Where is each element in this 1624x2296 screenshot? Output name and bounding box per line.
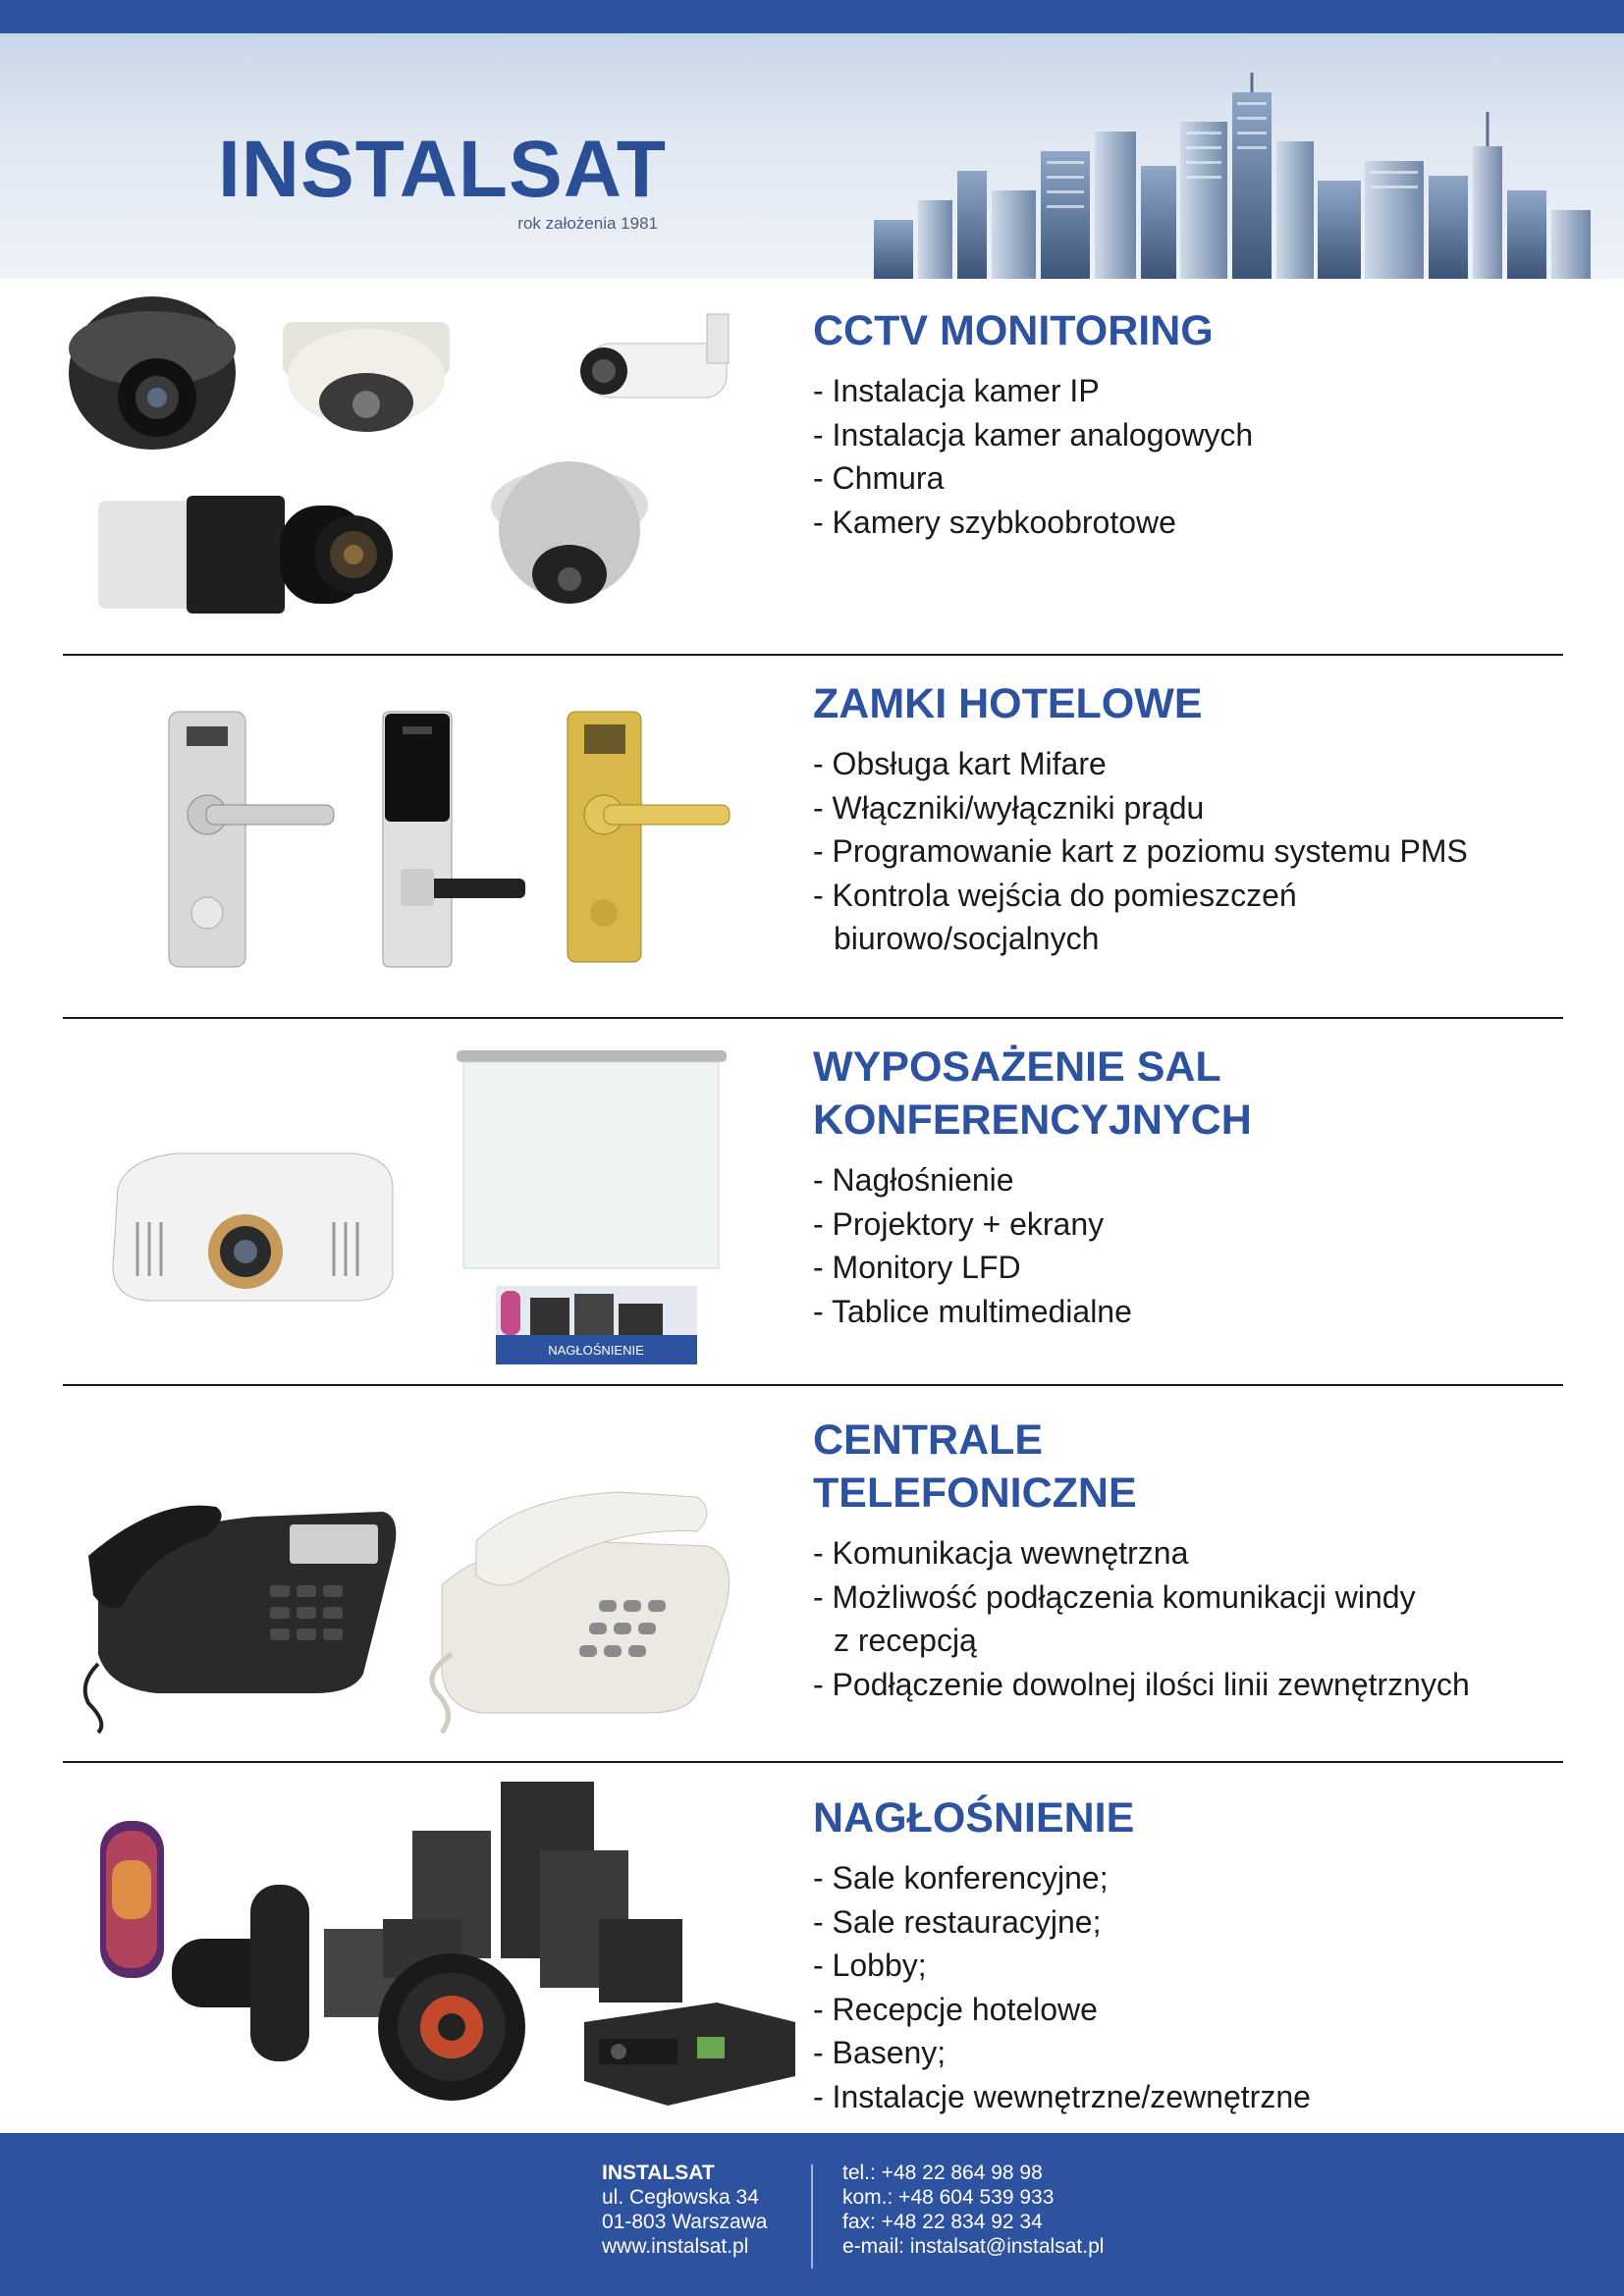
section-sound	[0, 1777, 1624, 2130]
svg-text:NAGŁOŚNIENIE: NAGŁOŚNIENIE	[548, 1343, 644, 1358]
list-item: - Chmura	[813, 460, 945, 496]
website-link[interactable]: www.instalsat.pl	[602, 2235, 749, 2258]
list-item: - Programowanie kart z poziomu systemu PMS	[813, 833, 1468, 869]
list-item: - Kontrola wejścia do pomieszczeń biurowo/socjalnych	[813, 877, 1297, 956]
mobile[interactable]: kom.: +48 604 539 933	[842, 2186, 1055, 2209]
section-title: ZAMKI HOTELOWE	[813, 680, 1203, 727]
portable-speaker-icon	[100, 1821, 309, 2061]
list-item: - Podłączenie dowolnej ilości linii zewnętrznych	[813, 1666, 1470, 1702]
section-title: CENTRALE TELEFONICZNE	[813, 1416, 1137, 1517]
black-desk-phone-icon	[85, 1506, 397, 1733]
sound-text	[813, 1791, 1311, 2118]
cctv-cameras-image	[59, 294, 785, 648]
section-conference	[0, 1031, 1624, 1374]
car-speaker-icon	[378, 1953, 525, 2101]
white-desk-phone-icon	[432, 1492, 730, 1733]
list-item: - Możliwość podłączenia komunikacji windy z recepcją	[813, 1578, 1416, 1658]
list-item: - Instalacje wewnętrzne/zewnętrzne	[813, 2078, 1311, 2114]
logo-name: INSTALSAT	[218, 125, 667, 214]
logo-tagline: rok założenia 1981	[517, 214, 658, 233]
city-skyline-icon	[864, 73, 1591, 279]
cctv-text	[813, 304, 1253, 544]
list-item: - Lobby;	[813, 1948, 927, 1983]
list-item: - Kamery szybkoobrotowe	[813, 504, 1176, 540]
list-item: - Recepcje hotelowe	[813, 1991, 1098, 2027]
phones-text	[813, 1414, 1470, 1706]
sound-equipment-image	[88, 1782, 805, 2130]
conference-text	[813, 1041, 1252, 1333]
mini-dome-camera-icon	[491, 461, 648, 604]
projection-screen-icon	[457, 1050, 727, 1268]
section-phones	[0, 1399, 1624, 1762]
logo	[218, 125, 670, 247]
bullet-list	[813, 369, 1253, 544]
hotel-locks-text	[813, 677, 1468, 961]
list-item: - Monitory LFD	[813, 1250, 1021, 1285]
list-item: - Nagłośnienie	[813, 1162, 1014, 1198]
footer	[0, 2133, 1624, 2296]
black-door-lock-icon	[383, 712, 525, 967]
section-cctv	[0, 294, 1624, 648]
list-item: - Sale konferencyjne;	[813, 1860, 1109, 1896]
silver-door-lock-icon	[169, 712, 334, 967]
section-title: WYPOSAŻENIE SAL KONFERENCYJNYCH	[813, 1043, 1252, 1144]
bullet-list	[813, 1856, 1311, 2118]
city: 01-803 Warszawa	[602, 2211, 768, 2233]
conference-equipment-image	[98, 1041, 746, 1374]
hotel-locks-image	[157, 667, 746, 991]
header-banner	[0, 33, 1624, 279]
section-hotel-locks	[0, 667, 1624, 1011]
list-item: - Projektory + ekrany	[813, 1205, 1105, 1242]
bullet-list	[813, 1531, 1470, 1706]
list-item: - Tablice multimedialne	[813, 1293, 1132, 1329]
list-item: - Komunikacja wewnętrzna	[813, 1535, 1189, 1571]
gold-door-lock-icon	[568, 712, 730, 962]
top-bar	[0, 0, 1624, 33]
section-title: NAGŁOŚNIENIE	[813, 1794, 1135, 1842]
bullet-list	[813, 1158, 1252, 1333]
list-item: - Instalacja kamer IP	[813, 373, 1100, 408]
projector-icon	[113, 1153, 393, 1301]
bullet-list	[813, 742, 1468, 961]
footer-divider	[811, 2164, 813, 2269]
email-link[interactable]: e-mail: instalsat@instalsat.pl	[842, 2235, 1105, 2258]
list-item: - Włączniki/wyłączniki prądu	[813, 789, 1205, 826]
amplifier-icon	[584, 2002, 795, 2106]
list-item: - Baseny;	[813, 2035, 947, 2070]
dome-camera-icon	[69, 296, 236, 450]
divider	[63, 1761, 1563, 1763]
section-title: CCTV MONITORING	[813, 307, 1214, 354]
list-item: - Obsługa kart Mifare	[813, 746, 1107, 781]
footer-contact	[842, 2161, 1104, 2259]
speaker-thumbnail-icon	[496, 1286, 697, 1364]
phones-image	[69, 1438, 746, 1752]
footer-address	[602, 2161, 767, 2259]
divider	[63, 1384, 1563, 1386]
fax: fax: +48 22 834 92 34	[842, 2211, 1043, 2233]
phone[interactable]: tel.: +48 22 864 98 98	[842, 2162, 1043, 2184]
list-item: - Sale restauracyjne;	[813, 1903, 1102, 1940]
list-item: - Instalacja kamer analogowych	[813, 416, 1254, 453]
box-camera-icon	[98, 496, 393, 614]
company-name: INSTALSAT	[602, 2162, 715, 2184]
divider	[63, 1017, 1563, 1019]
dome-camera-white-icon	[283, 322, 450, 432]
street: ul. Cegłowska 34	[602, 2186, 759, 2209]
divider	[63, 654, 1563, 656]
bullet-camera-icon	[580, 314, 729, 398]
